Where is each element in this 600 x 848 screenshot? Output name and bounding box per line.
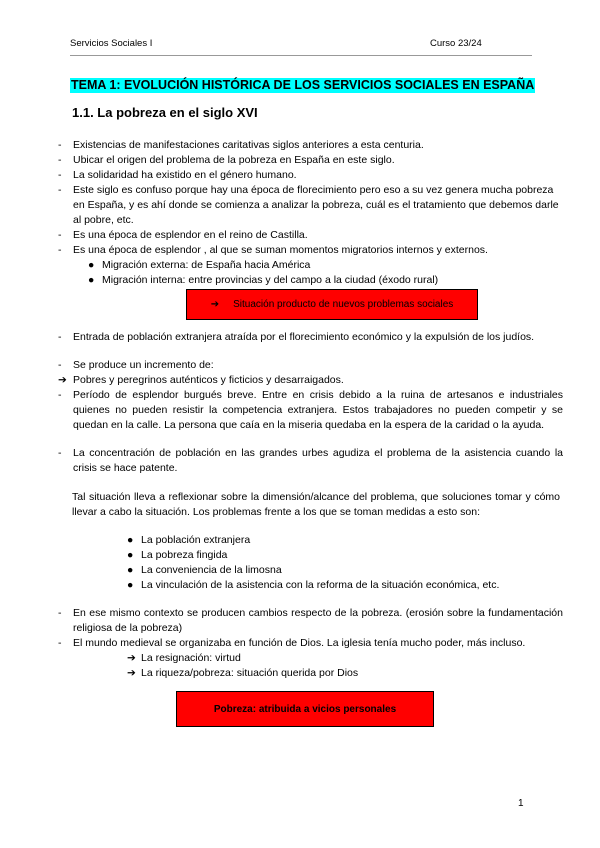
list-item: - Entrada de población extranjera atraída por el florecimiento económico y la expulsión de los judíos. <box>58 331 535 343</box>
list-item: - En ese mismo contexto se producen cambios respecto de la pobreza. (erosión sobre la fundamentación religiosa de la pobreza) <box>58 607 563 634</box>
highlight-box-text: Pobreza: atribuida a vicios personales <box>213 703 397 715</box>
list-item: - La concentración de población en las grandes urbes agudiza el problema de la asistencia cuando la crisis se hace patente. <box>58 447 563 474</box>
highlight-box-social-problems <box>186 289 478 320</box>
arrow-item: ➔ La resignación: virtud <box>127 652 241 664</box>
highlight-box-text: Situación producto de nuevos problemas sociales <box>233 299 454 310</box>
list-item: - Este siglo es confuso porque hay una época de florecimiento pero eso a su vez genera mucha pobreza en España, y es ahí donde se comienza a analizar la pobreza, cuál es el tratamiento que debemos darle al pobre, etc. <box>58 184 559 226</box>
bullet-item: ● Migración interna: entre provincias y del campo a la ciudad (éxodo rural) <box>88 274 439 286</box>
page-number: 1 <box>518 798 524 809</box>
list-item: - Existencias de manifestaciones caritativas siglos anteriores a esta centuria. <box>58 139 424 151</box>
arrow-item: ➔ Pobres y peregrinos auténticos y ficticios y desarraigados. <box>58 374 344 386</box>
header-course-name: Servicios Sociales I <box>70 38 153 49</box>
section-heading: 1.1. La pobreza en el siglo XVI <box>72 105 258 120</box>
list-item: - Es una época de esplendor , al que se suman momentos migratorios internos y externos. <box>58 244 488 256</box>
paragraph: Tal situación lleva a reflexionar sobre la dimensión/alcance del problema, que soluciones tomar y cómo llevar a cabo la situación. Los problemas frente a los que se toman medidas a esto son: <box>72 491 560 518</box>
list-item: - El mundo medieval se organizaba en función de Dios. La iglesia tenía mucho poder, más incluso. <box>58 637 526 649</box>
header-course-year: Curso 23/24 <box>430 38 482 49</box>
header-divider <box>70 55 532 56</box>
page-title: TEMA 1: EVOLUCIÓN HISTÓRICA DE LOS SERVICIOS SOCIALES EN ESPAÑA <box>71 78 535 92</box>
list-item: - Es una época de esplendor en el reino de Castilla. <box>58 229 308 241</box>
list-item: - La solidaridad ha existido en el género humano. <box>58 169 297 181</box>
arrow-item: ➔ La riqueza/pobreza: situación querida por Dios <box>127 667 359 679</box>
arrow-icon: ➔ <box>210 299 220 310</box>
bullet-item: ● La vinculación de la asistencia con la reforma de la situación económica, etc. <box>127 579 500 591</box>
list-item: - Ubicar el origen del problema de la pobreza en España en este siglo. <box>58 154 395 166</box>
list-item: - Se produce un incremento de: <box>58 359 214 371</box>
bullet-item: ● La conveniencia de la limosna <box>127 564 282 576</box>
list-item: - Período de esplendor burgués breve. Entre en crisis debido a la ruina de artesanos e industriales quienes no pueden resistir la competencia extranjera. Estos trabajadores no pueden competir y se quedan en la calle. La persona que caía en la miseria quedaba en la espera de la caridad o la ayuda. <box>58 389 563 431</box>
bullet-item: ● La pobreza fingida <box>127 549 228 561</box>
highlight-box-poverty <box>176 691 434 727</box>
bullet-item: ● La población extranjera <box>127 534 251 546</box>
bullet-item: ● Migración externa: de España hacia América <box>88 259 311 271</box>
